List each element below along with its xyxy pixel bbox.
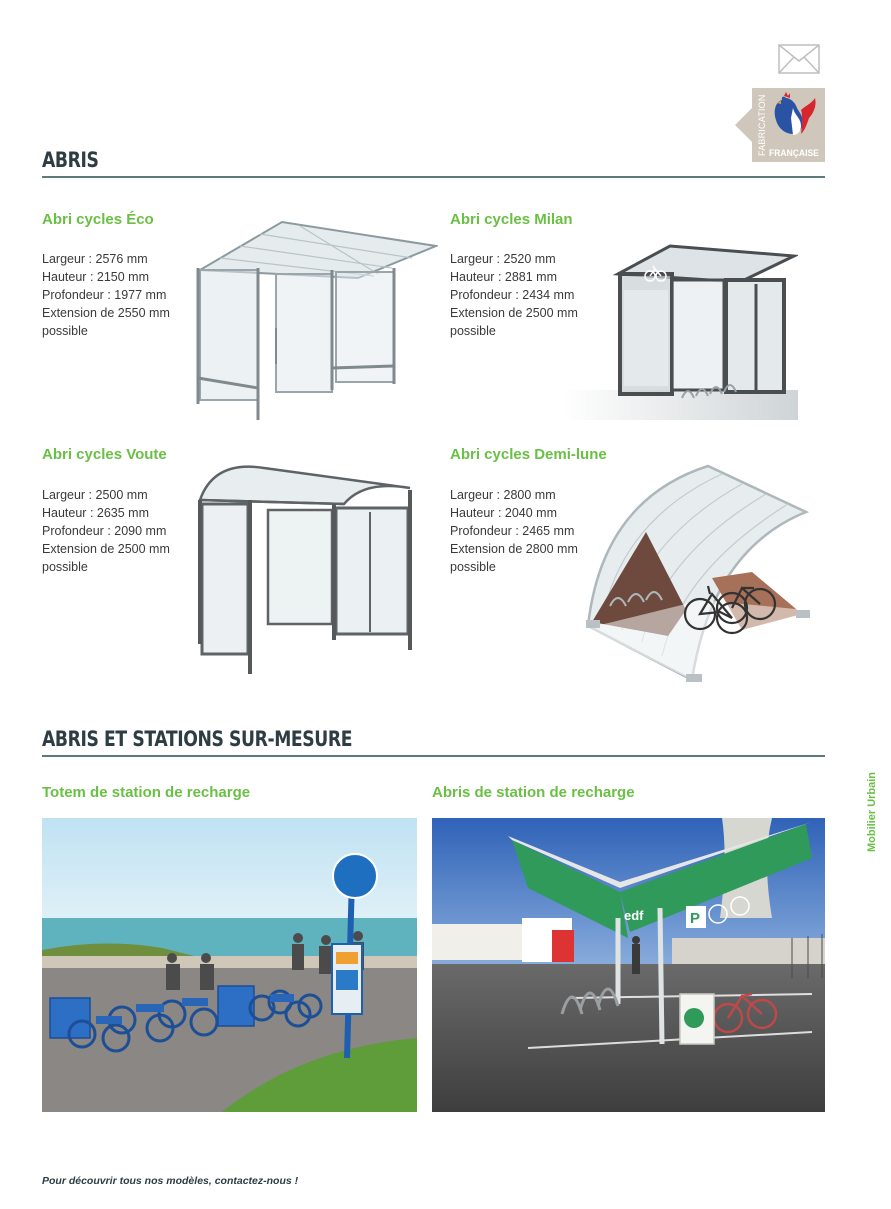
spec-line: Largeur : 2576 mm: [42, 252, 148, 266]
footer-contact-text: Pour découvrir tous nos modèles, contactez-nous !: [42, 1175, 299, 1187]
spec-line: Profondeur : 2465 mm: [450, 524, 575, 538]
spec-line: Extension de 2500 mm: [450, 306, 578, 320]
product-title-voute: Abri cycles Voute: [42, 446, 167, 463]
spec-line: possible: [42, 560, 88, 574]
shelter-demi-lune-image: [582, 460, 812, 686]
custom-title-abris-recharge: Abris de station de recharge: [432, 784, 635, 801]
product-specs-voute: [42, 486, 170, 576]
photo-totem-recharge: [42, 818, 417, 1112]
product-specs-eco: [42, 250, 170, 340]
spec-line: Hauteur : 2040 mm: [450, 506, 557, 520]
spec-line: Largeur : 2800 mm: [450, 488, 556, 502]
badge-line2: FRANÇAISE: [769, 148, 819, 158]
spec-line: Profondeur : 2090 mm: [42, 524, 167, 538]
spec-line: Hauteur : 2150 mm: [42, 270, 149, 284]
spec-line: Profondeur : 2434 mm: [450, 288, 575, 302]
parking-letter: P: [690, 910, 701, 927]
spec-line: Profondeur : 1977 mm: [42, 288, 167, 302]
side-tab-label: Mobilier Urbain: [866, 771, 878, 853]
product-title-demi-lune: Abri cycles Demi-lune: [450, 446, 607, 463]
product-specs-demi-lune: [450, 486, 578, 576]
section-divider: [42, 176, 825, 178]
section-title-sur-mesure: ABRIS ET STATIONS SUR-MESURE: [42, 727, 353, 751]
spec-line: possible: [450, 324, 496, 338]
custom-title-totem: Totem de station de recharge: [42, 784, 251, 801]
photo-abris-recharge-edf: [432, 818, 825, 1112]
shelter-eco-image: [190, 218, 438, 424]
side-tab-mobilier-urbain[interactable]: [858, 764, 886, 860]
product-title-eco: Abri cycles Éco: [42, 211, 154, 228]
section-title-abris: ABRIS: [42, 148, 99, 172]
shelter-voute-image: [194, 460, 416, 678]
fabrication-francaise-badge: [735, 88, 825, 162]
spec-line: possible: [450, 560, 496, 574]
spec-line: Largeur : 2520 mm: [450, 252, 556, 266]
spec-line: Largeur : 2500 mm: [42, 488, 148, 502]
edf-sign-text: edf: [624, 908, 644, 923]
spec-line: Extension de 2500 mm: [42, 542, 170, 556]
spec-line: Extension de 2550 mm: [42, 306, 170, 320]
spec-line: Hauteur : 2881 mm: [450, 270, 557, 284]
shelter-milan-image: [562, 240, 798, 420]
spec-line: Extension de 2800 mm: [450, 542, 578, 556]
envelope-icon[interactable]: [778, 44, 820, 74]
section-divider: [42, 755, 825, 757]
badge-line1: FABRICATION: [757, 94, 767, 156]
product-title-milan: Abri cycles Milan: [450, 211, 573, 228]
product-specs-milan: [450, 250, 578, 340]
spec-line: Hauteur : 2635 mm: [42, 506, 149, 520]
spec-line: possible: [42, 324, 88, 338]
